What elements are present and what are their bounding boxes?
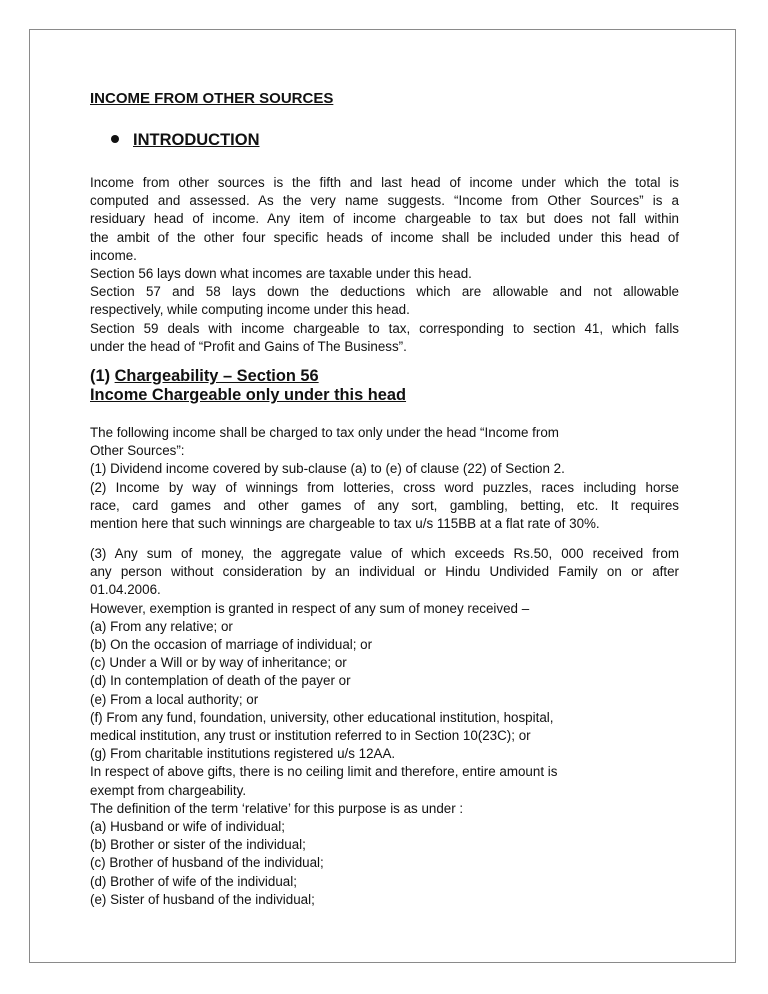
introduction-paragraph [90, 174, 679, 356]
text-line: computed and assessed. As the very name suggests. “Income from Other Sources” is a [90, 193, 679, 209]
document-title: INCOME FROM OTHER SOURCES [90, 90, 334, 107]
text-line: Section 57 and 58 lays down the deductions which are allowable and not allowable [90, 284, 679, 300]
bullet-icon [111, 135, 119, 143]
text-line: under the head of “Profit and Gains of The Business”. [90, 338, 407, 354]
list-item: (d) In contemplation of death of the payer or [90, 673, 351, 689]
text-line: Section 59 deals with income chargeable to tax, corresponding to section 41, which falls [90, 320, 679, 336]
text-line: (1) Dividend income covered by sub-clause (a) to (e) of clause (22) of Section 2. [90, 461, 565, 477]
list-item: (e) From a local authority; or [90, 691, 259, 707]
text-line: (2) Income by way of winnings from lotteries, cross word puzzles, races including horse [90, 479, 679, 495]
section-1-heading [90, 366, 319, 386]
text-line: (3) Any sum of money, the aggregate value of which exceeds Rs.50, 000 received from [90, 546, 679, 561]
text-line: mention here that such winnings are chargeable to tax u/s 115BB at a flat rate of 30%. [90, 516, 600, 532]
text-line: the ambit of the other four specific heads of income shall be included under this head of [90, 229, 679, 245]
section-1-title: Chargeability – Section 56 [114, 367, 319, 385]
list-item: (a) From any relative; or [90, 618, 233, 634]
list-item: (c) Brother of husband of the individual; [90, 855, 324, 871]
section-1-subheading: Income Chargeable only under this head [90, 386, 407, 404]
text-line: medical institution, any trust or institution referred to in Section 10(23C); or [90, 728, 531, 744]
text-line: However, exemption is granted in respect of any sum of money received – [90, 600, 530, 616]
section-1-number: (1) [90, 367, 115, 385]
text-line: Section 56 lays down what incomes are taxable under this head. [90, 266, 472, 282]
list-item: (d) Brother of wife of the individual; [90, 873, 297, 889]
text-line: income. [90, 247, 137, 263]
list-item: (a) Husband or wife of individual; [90, 819, 286, 835]
text-line: respectively, while computing income under this head. [90, 302, 410, 318]
introduction-label: INTRODUCTION [133, 131, 260, 149]
text-line: Other Sources”: [90, 443, 185, 459]
text-line: residuary head of income. Any item of income chargeable to tax but does not fall within [90, 211, 679, 227]
gift-exemption-paragraph [90, 545, 679, 909]
list-item: (g) From charitable institutions registered u/s 12AA. [90, 746, 396, 762]
introduction-heading [90, 131, 260, 150]
list-item: (b) Brother or sister of the individual; [90, 837, 306, 853]
text-line: 01.04.2006. [90, 582, 161, 598]
text-line: exempt from chargeability. [90, 782, 247, 798]
text-line: The definition of the term ‘relative’ for this purpose is as under : [90, 800, 464, 816]
text-line: any person without consideration by an individual or Hindu Undivided Family on or after [90, 564, 679, 580]
list-item: (e) Sister of husband of the individual; [90, 891, 315, 907]
text-line: Income from other sources is the fifth and last head of income under which the total is [90, 175, 679, 190]
list-item: (c) Under a Will or by way of inheritance; or [90, 655, 347, 671]
text-line: The following income shall be charged to tax only under the head “Income from [90, 425, 559, 440]
list-item: (b) On the occasion of marriage of individual; or [90, 637, 373, 653]
text-line: race, card games and other games of any sort, gambling, betting, etc. It requires [90, 497, 679, 513]
chargeable-income-paragraph [90, 424, 679, 533]
list-item: (f) From any fund, foundation, university, other educational institution, hospital, [90, 709, 554, 725]
text-line: In respect of above gifts, there is no ceiling limit and therefore, entire amount is [90, 764, 558, 780]
